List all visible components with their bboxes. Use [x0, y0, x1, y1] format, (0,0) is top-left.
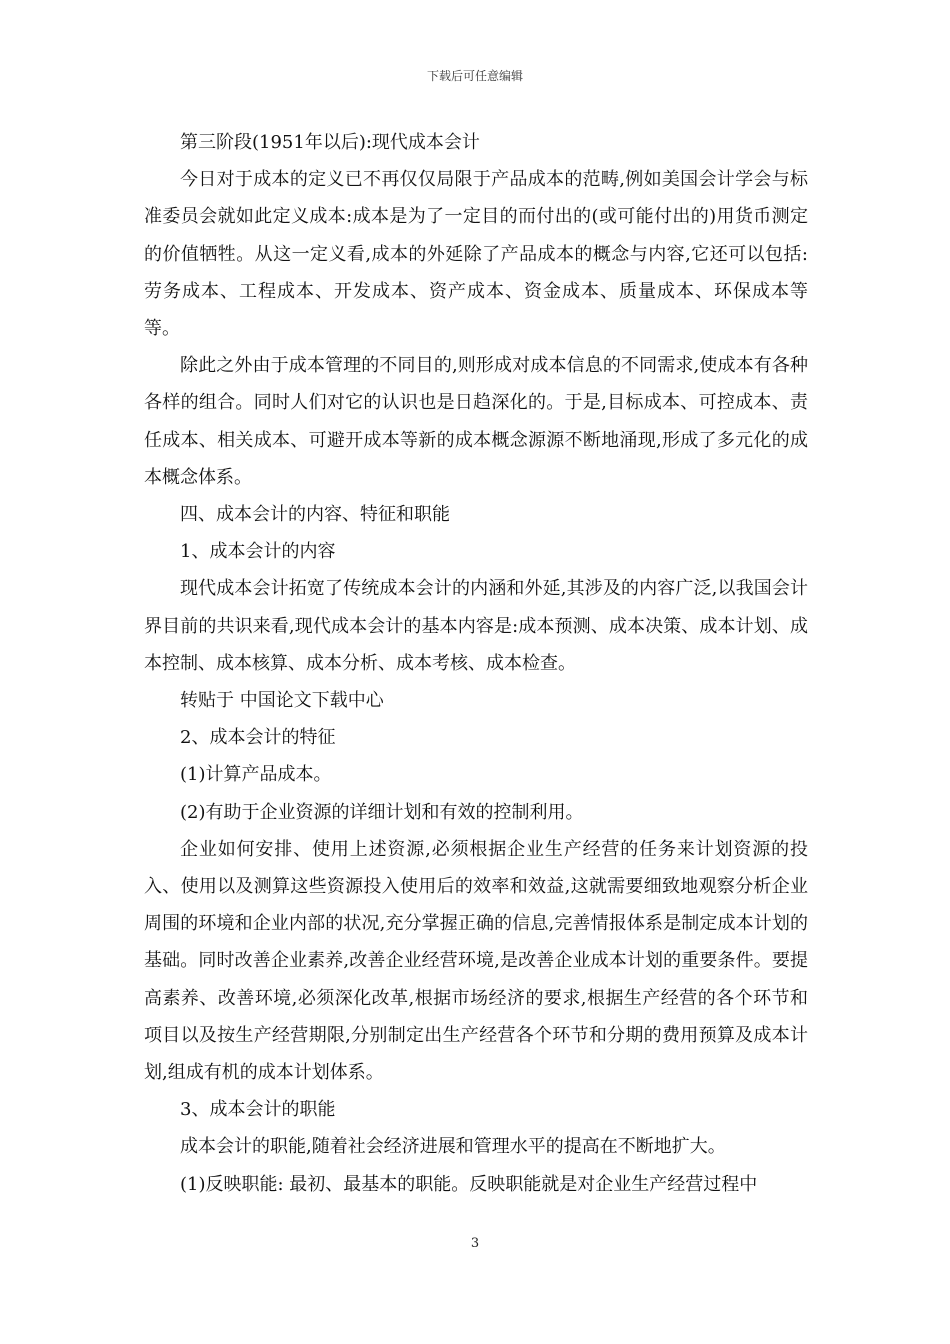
section-heading-four: 四、成本会计的内容、特征和职能	[180, 504, 450, 526]
subheading-content: 1、成本会计的内容	[180, 541, 336, 563]
paragraph-cost-concepts: 除此之外由于成本管理的不同目的,则形成对成本信息的不同需求,使成本有各种各样的组合。同时人们对它的认识也是日趋深化的。于是,目标成本、可控成本、责任成本、相关成本、可避开成本等新的成本概念源源不断地涌现,形成了多元化的成本概念体系。	[144, 355, 808, 488]
document-body	[144, 124, 808, 1203]
section-heading-stage-three: 第三阶段(1951年以后):现代成本会计	[180, 132, 480, 153]
paragraph-cost-definition: 今日对于成本的定义已不再仅仅局限于产品成本的范畴,例如美国会计学会与标准委员会就如此定义成本:成本是为了一定目的而付出的(或可能付出的)用货币测定的价值牺牲。从这一定义看,成本的外延除了产品成本的概念与内容,它还可以包括:劳务成本、工程成本、开发成本、资产成本、资金成本、质量成本、环保成本等等。	[144, 169, 808, 340]
subheading-features: 2、成本会计的特征	[180, 727, 336, 749]
list-item-compute-cost: (1)计算产品成本。	[180, 764, 332, 786]
list-item-reflect-function: (1)反映职能: 最初、最基本的职能。反映职能就是对企业生产经营过程中	[180, 1173, 758, 1195]
paragraph-resource-arrangement: 企业如何安排、使用上述资源,必须根据企业生产经营的任务来计划资源的投入、使用以及测算这些资源投入使用后的效率和效益,这就需要细致地观察分析企业周围的环境和企业内部的状况,充分掌握正确的信息,完善情报体系是制定成本计划的基础。同时改善企业素养,改善企业经营环境,是改善企业成本计划的重要条件。要提高素养、改善环境,必须深化改革,根据市场经济的要求,根据生产经营的各个环节和项目以及按生产经营期限,分别制定出生产经营各个环节和分期的费用预算及成本计划,组成有机的成本计划体系。	[144, 838, 808, 1084]
paragraph-functions-intro: 成本会计的职能,随着社会经济进展和管理水平的提高在不断地扩大。	[180, 1136, 726, 1158]
repost-note: 转贴于 中国论文下载中心	[180, 690, 384, 712]
list-item-resource-planning: (2)有助于企业资源的详细计划和有效的控制利用。	[180, 801, 584, 823]
page-number: 3	[470, 1236, 480, 1251]
page-header: 下载后可任意编辑	[426, 69, 523, 83]
paragraph-modern-cost-accounting: 现代成本会计拓宽了传统成本会计的内涵和外延,其涉及的内容广泛,以我国会计界目前的共识来看,现代成本会计的基本内容是:成本预测、成本决策、成本计划、成本控制、成本核算、成本分析、成本考核、成本检查。	[144, 578, 808, 674]
subheading-functions: 3、成本会计的职能	[180, 1099, 336, 1121]
